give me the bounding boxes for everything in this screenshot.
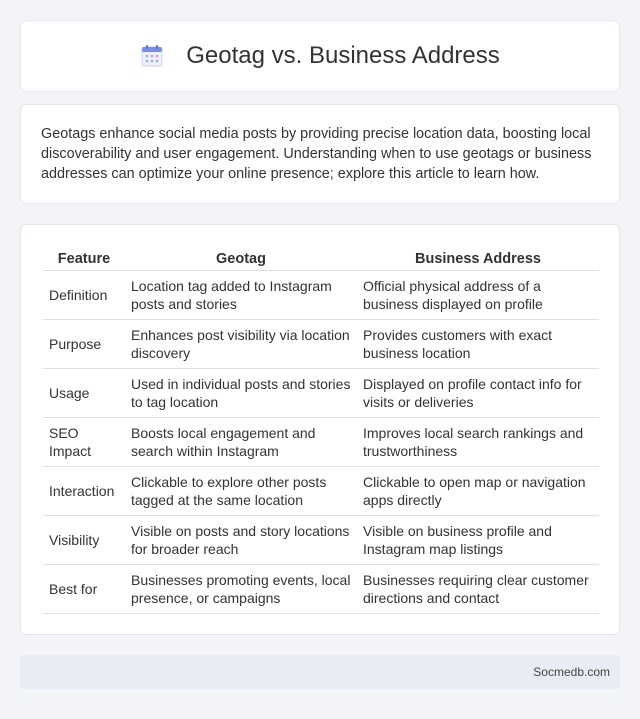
header-geotag: Geotag [125, 246, 357, 270]
title-wrap [140, 42, 500, 70]
row-business-address: Businesses requiring clear customer directions and contact [357, 564, 599, 613]
row-business-address: Improves local search rankings and trustworthiness [357, 417, 599, 466]
row-geotag: Location tag added to Instagram posts and stories [125, 270, 357, 319]
footer [20, 655, 620, 689]
row-geotag: Businesses promoting events, local presence, or campaigns [125, 564, 357, 613]
row-business-address: Provides customers with exact business location [357, 319, 599, 368]
intro-card [20, 104, 620, 204]
row-feature: Visibility [43, 515, 125, 564]
row-geotag: Boosts local engagement and search within Instagram [125, 417, 357, 466]
table-row [43, 417, 599, 466]
row-business-address: Visible on business profile and Instagram map listings [357, 515, 599, 564]
row-business-address: Official physical address of a business displayed on profile [357, 270, 599, 319]
table-row [43, 319, 599, 368]
table-row [43, 466, 599, 515]
row-geotag: Enhances post visibility via location discovery [125, 319, 357, 368]
comparison-table [43, 246, 599, 614]
header-feature: Feature [43, 246, 125, 270]
row-geotag: Clickable to explore other posts tagged at the same location [125, 466, 357, 515]
row-feature: Best for [43, 564, 125, 613]
header-business-address: Business Address [357, 246, 599, 270]
row-feature: Interaction [43, 466, 125, 515]
row-geotag: Used in individual posts and stories to tag location [125, 368, 357, 417]
table-row [43, 368, 599, 417]
table-header-row [43, 246, 599, 270]
table-row [43, 564, 599, 613]
calendar-icon [140, 44, 164, 68]
footer-site-link[interactable]: Socmedb.com [533, 665, 610, 679]
intro-paragraph: Geotags enhance social media posts by providing precise location data, boosting local discoverability and user engagement. Understanding when to use geotags or business addresses can optimize your online presence; explore this article to learn how. [41, 126, 592, 182]
table-row [43, 270, 599, 319]
row-feature: Definition [43, 270, 125, 319]
page-title: Geotag vs. Business Address [186, 42, 500, 69]
row-business-address: Displayed on profile contact info for visits or deliveries [357, 368, 599, 417]
title-card [20, 20, 620, 92]
row-business-address: Clickable to open map or navigation apps directly [357, 466, 599, 515]
row-feature: Usage [43, 368, 125, 417]
comparison-card [20, 224, 620, 635]
row-geotag: Visible on posts and story locations for broader reach [125, 515, 357, 564]
table-row [43, 515, 599, 564]
row-feature: Purpose [43, 319, 125, 368]
row-feature: SEO Impact [43, 417, 125, 466]
